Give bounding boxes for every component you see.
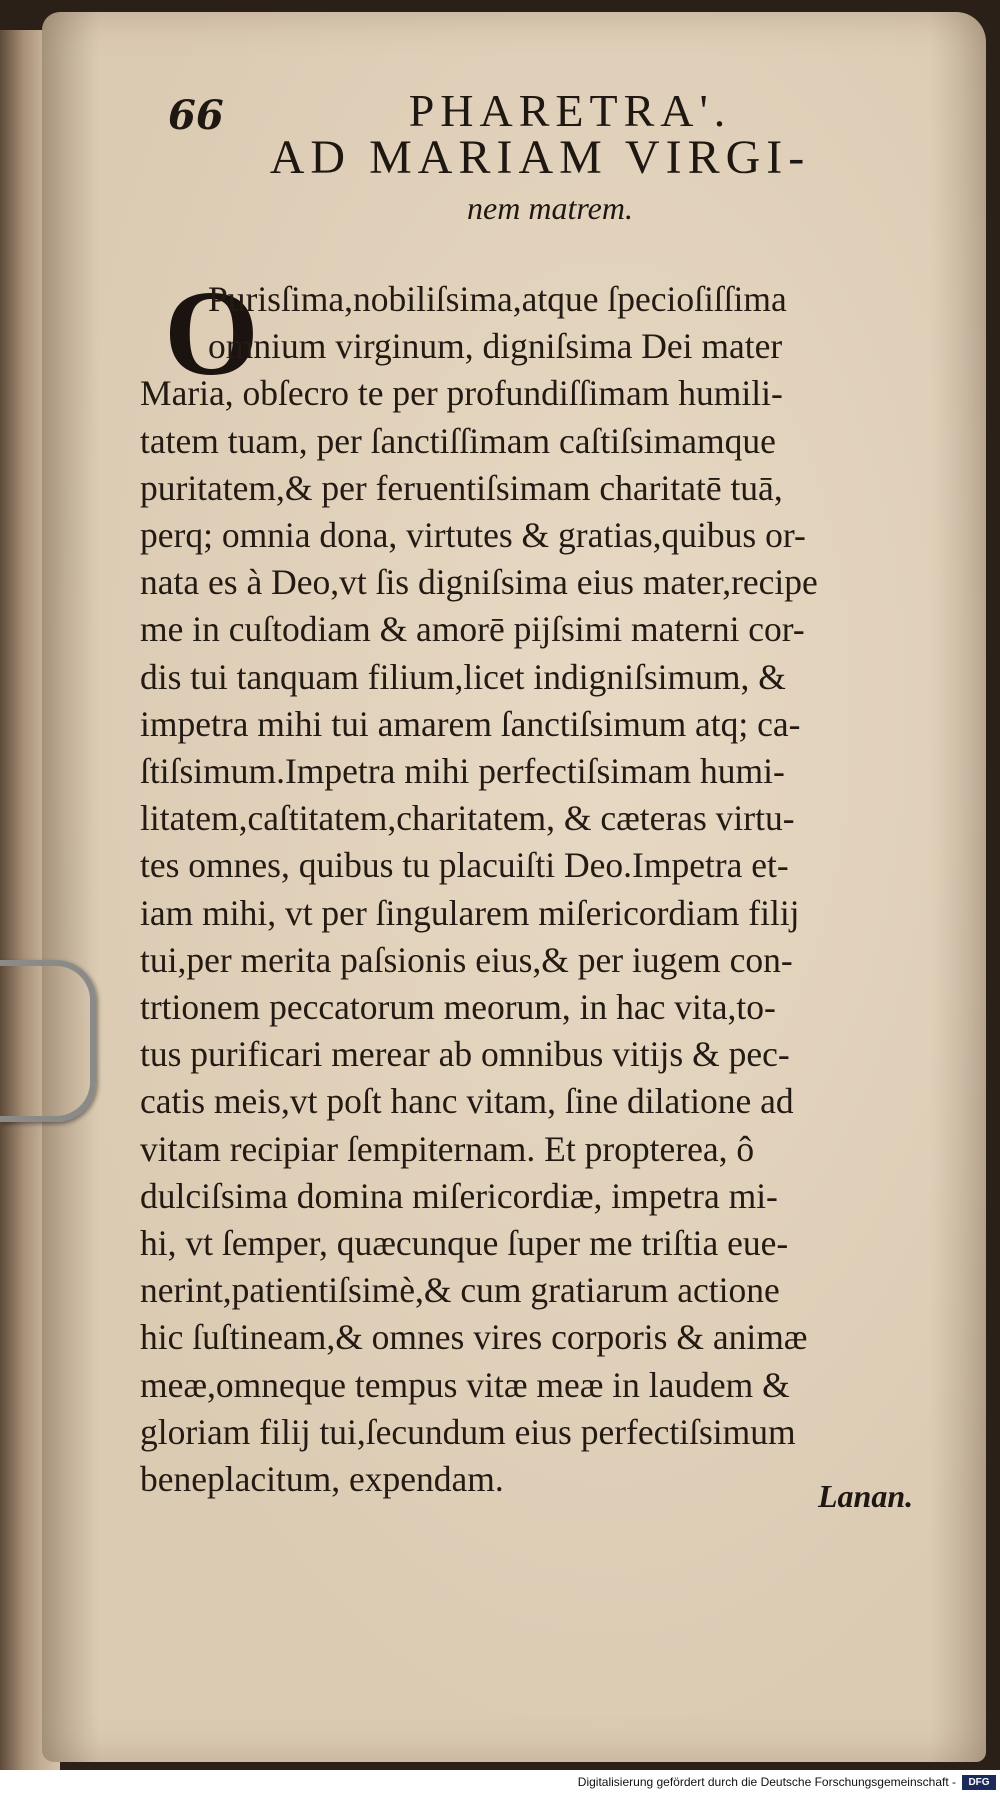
footer-bar [0,1770,1000,1795]
text-line: meæ,omneque tempus vitæ meæ in laudem & [140,1364,790,1405]
text-line: dis tui tanquam filium,licet indigniſsimum, & [140,656,786,697]
page-number: 66 [168,92,224,139]
text-line: vitam recipiar ſempiternam. Et propterea, ô [140,1128,755,1169]
text-line: trtionem peccatorum meorum, in hac vita,to- [140,987,776,1028]
text-line: hic ſuſtineam,& omnes vires corporis & animæ [140,1317,808,1358]
text-line: nata es à Deo,vt ſis digniſsima eius mater,recipe [140,562,818,603]
text-line: litatem,caſtitatem,charitatem, & cæteras virtu- [140,798,795,839]
prayer-body [140,266,960,1503]
digitization-credit: Digitalisierung gefördert durch die Deutsche Forschungsgemeinschaft - [577,1775,956,1789]
text-line: tatem tuam, per ſanctiſſimam caſtiſsimamque [140,420,776,461]
text-line: catis meis,vt poſt hanc vitam, ſine dilatione ad [140,1081,794,1122]
text-line: tes omnes, quibus tu placuiſti Deo.Impetra et- [140,845,789,886]
dfg-logo-icon: DFG [962,1775,996,1790]
text-line: perq; omnia dona, virtutes & gratias,quibus or- [140,515,806,556]
text-line: gloriam filij tui,ſecundum eius perfectiſsimum [140,1411,796,1452]
drop-capital: O [164,266,259,401]
text-line: tui,per merita paſsionis eius,& per iugem con- [140,939,793,980]
text-line: omnium virginum, digniſsima Dei mater [208,326,783,367]
text-line: me in cuſtodiam & amorē pijſsimi materni cor- [140,609,805,650]
text-line: puritatem,& per feruentiſsimam charitatē tuā, [140,467,783,508]
prayer-subtitle: nem matrem. [467,190,633,226]
text-line: Maria, obſecro te per profundiſſimam humili- [140,373,783,414]
text-line: impetra mihi tui amarem ſanctiſsimum atq; ca- [140,703,801,744]
paper-clip [0,960,96,1122]
text-line: tus purificari merear ab omnibus vitijs & pec- [140,1034,790,1075]
text-line: iam mihi, vt per ſingularem miſericordiam filij [140,892,800,933]
signature-catchword: Lanan. [818,1478,914,1514]
text-line: hi, vt ſemper, quæcunque ſuper me triſtia eue- [140,1223,789,1264]
text-line: dulciſsima domina miſericordiæ, impetra mi- [140,1175,778,1216]
running-head: PHARETRA'. [408,85,732,136]
text-line: Purisſima,nobiliſsima,atque ſpecioſiſſima [208,279,787,319]
text-line: beneplacitum, expendam. [140,1459,504,1500]
text-line: ſtiſsimum.Impetra mihi perfectiſsimam humi- [140,751,785,792]
prayer-title: AD MARIAM VIRGI- [269,131,811,184]
text-line: nerint,patientiſsimè,& cum gratiarum actione [140,1270,780,1311]
